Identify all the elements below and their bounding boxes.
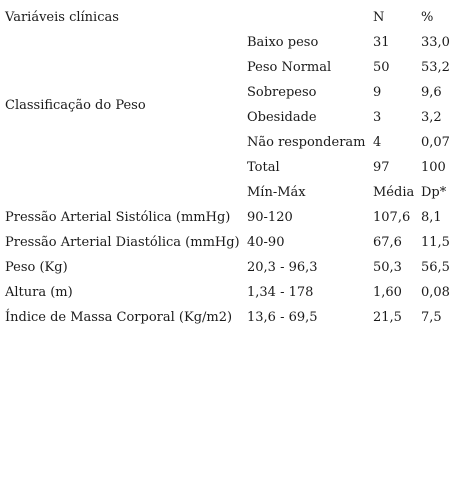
table-header-row bbox=[3, 5, 458, 30]
measure-variable: Peso (Kg) bbox=[5, 260, 68, 275]
table-row bbox=[3, 205, 458, 230]
stats-header-row bbox=[3, 180, 458, 205]
measure-range: 20,3 - 96,3 bbox=[247, 260, 318, 275]
stats-header-empty bbox=[3, 180, 245, 205]
weight-classification-label: Classificação do Peso bbox=[5, 97, 146, 113]
header-sd: Dp* bbox=[421, 185, 447, 200]
table-row bbox=[3, 255, 458, 280]
weight-n: 97 bbox=[373, 160, 390, 175]
weight-n: 4 bbox=[373, 135, 382, 150]
measure-mean: 107,6 bbox=[373, 210, 411, 225]
measure-range: 1,34 - 178 bbox=[247, 285, 314, 300]
measure-mean: 21,5 bbox=[373, 310, 402, 325]
measure-variable: Pressão Arterial Sistólica (mmHg) bbox=[5, 210, 231, 225]
weight-percent: 100 bbox=[421, 160, 446, 175]
weight-percent: 33,0 bbox=[421, 35, 450, 50]
weight-n: 9 bbox=[373, 85, 382, 100]
weight-category: Obesidade bbox=[247, 110, 317, 125]
weight-category: Peso Normal bbox=[247, 60, 332, 75]
weight-category: Não responderam bbox=[247, 135, 366, 150]
measure-sd: 11,5 bbox=[421, 235, 450, 250]
measure-mean: 67,6 bbox=[373, 235, 402, 250]
measure-variable: Pressão Arterial Diastólica (mmHg) bbox=[5, 235, 240, 250]
table-row bbox=[3, 230, 458, 255]
header-variable: Variáveis clínicas bbox=[5, 10, 119, 25]
header-percent: % bbox=[421, 10, 434, 25]
weight-n: 31 bbox=[373, 35, 390, 50]
header-n: N bbox=[373, 10, 385, 25]
weight-category: Total bbox=[247, 160, 280, 175]
measure-mean: 50,3 bbox=[373, 260, 402, 275]
weight-percent: 53,2 bbox=[421, 60, 450, 75]
header-empty bbox=[245, 5, 371, 30]
measure-variable: Índice de Massa Corporal (Kg/m2) bbox=[5, 310, 233, 325]
measure-sd: 56,5 bbox=[421, 260, 450, 275]
header-mean: Média bbox=[373, 185, 415, 200]
table-row bbox=[3, 280, 458, 305]
measure-sd: 7,5 bbox=[421, 310, 442, 325]
weight-percent: 9,6 bbox=[421, 85, 442, 100]
weight-category: Sobrepeso bbox=[247, 85, 317, 100]
measure-sd: 0,08 bbox=[421, 285, 450, 300]
measure-range: 90-120 bbox=[247, 210, 293, 225]
measure-range: 13,6 - 69,5 bbox=[247, 310, 318, 325]
table-row bbox=[3, 305, 458, 330]
weight-percent: 0,07 bbox=[421, 135, 450, 150]
header-range: Mín-Máx bbox=[247, 185, 306, 200]
measure-sd: 8,1 bbox=[421, 210, 442, 225]
weight-category: Baixo peso bbox=[247, 35, 319, 50]
weight-n: 3 bbox=[373, 110, 382, 125]
weight-n: 50 bbox=[373, 60, 390, 75]
weight-percent: 3,2 bbox=[421, 110, 442, 125]
measure-range: 40-90 bbox=[247, 235, 285, 250]
measure-variable: Altura (m) bbox=[5, 285, 73, 300]
clinical-variables-table bbox=[3, 5, 458, 330]
table-row bbox=[3, 30, 458, 55]
measure-mean: 1,60 bbox=[373, 285, 402, 300]
